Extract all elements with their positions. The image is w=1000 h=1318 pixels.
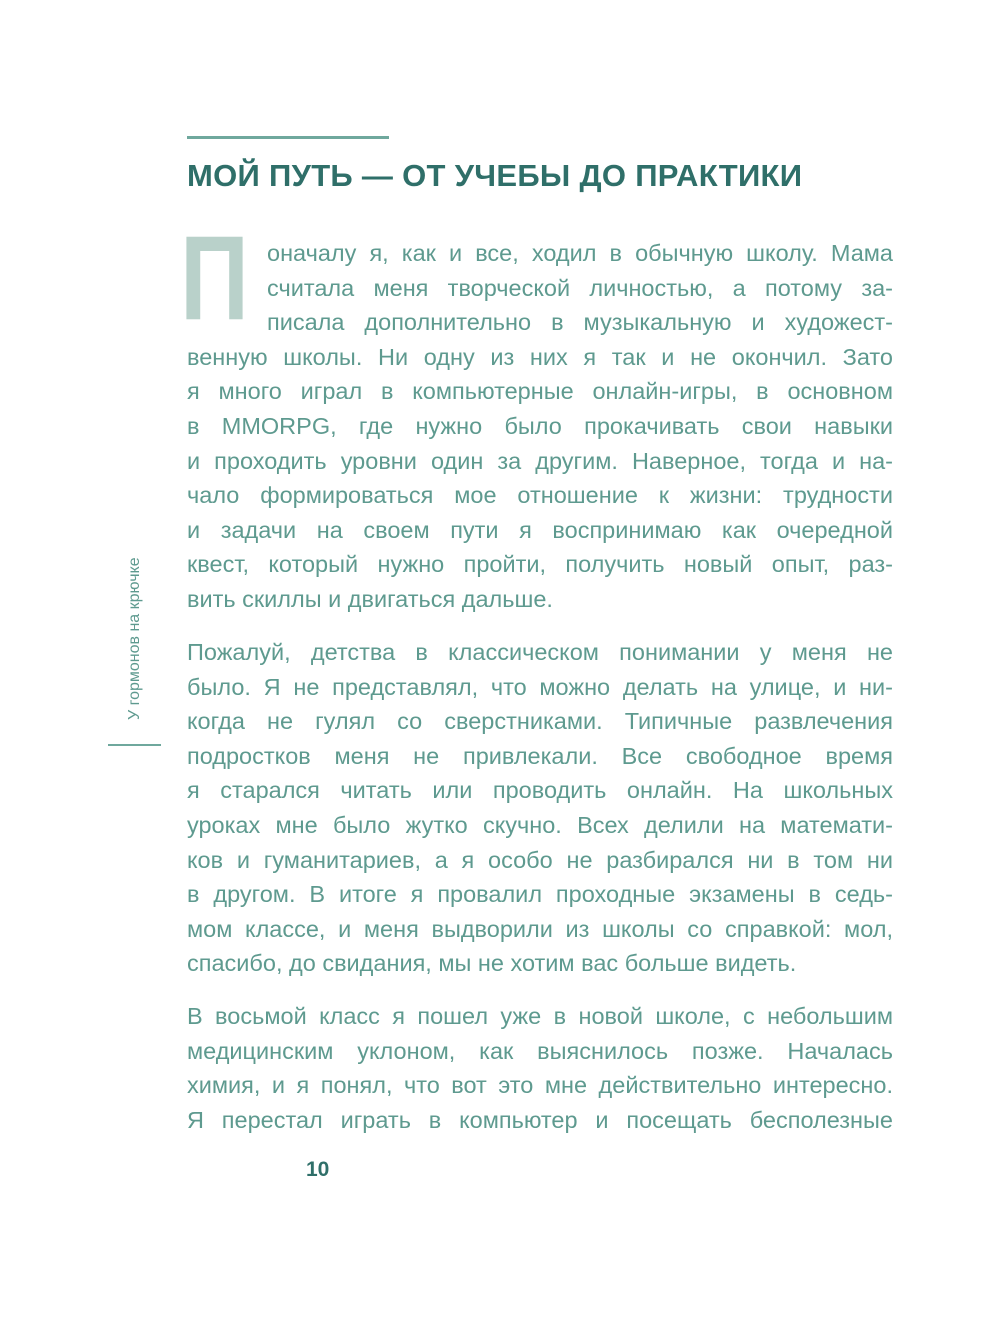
text-line: ков и гуманитариев, а я особо не разбирался ни в том ни <box>187 846 893 873</box>
running-head-rule <box>108 744 161 746</box>
running-head: У гормонов на крючке <box>126 557 143 720</box>
text-line: подростков меня не привлекали. Все свободное время <box>187 742 893 769</box>
text-line: спасибо, до свидания, мы не хотим вас больше видеть. <box>187 950 797 977</box>
text-line: медицинским уклоном, как выяснилось позже. Началась <box>187 1037 893 1064</box>
text-line: было. Я не представлял, что можно делать на улице, и ни- <box>187 673 893 700</box>
page-number: 10 <box>306 1158 330 1181</box>
text-line: в другом. В итоге я провалил проходные экзамены в седь- <box>187 881 893 908</box>
text-line: химия, и я понял, что вот это мне действительно интересно. <box>187 1072 893 1099</box>
text-line: чало формироваться мое отношение к жизни: трудности <box>187 482 893 509</box>
title-rule <box>187 136 389 139</box>
text-line: Я перестал играть в компьютер и посещать бесполезные <box>187 1106 893 1133</box>
text-line: В восьмой класс я пошел уже в новой школе, с небольшим <box>187 1003 893 1029</box>
text-line: мом классе, и меня выдворили из школы со справкой: мол, <box>187 915 893 942</box>
text-line: считала меня творческой личностью, а потому за- <box>267 274 893 301</box>
text-line: я старался читать или проводить онлайн. На школьных <box>187 777 893 804</box>
text-line: уроках мне было жутко скучно. Всех делили на математи- <box>187 812 893 838</box>
text-line: я много играл в компьютерные онлайн-игры, в основном <box>187 378 893 405</box>
text-line: венную школы. Ни одну из них я так и не окончил. Зато <box>187 343 893 370</box>
chapter-title: МОЙ ПУТЬ — ОТ УЧЕБЫ ДО ПРАКТИКИ <box>187 158 803 193</box>
text-line: и проходить уровни один за другим. Наверное, тогда и на- <box>187 447 893 474</box>
text-line: квест, который нужно пройти, получить новый опыт, раз- <box>187 551 893 578</box>
text-line: писала дополнительно в музыкальную и художест- <box>267 309 893 336</box>
text-line: Пожалуй, детства в классическом понимании у меня не <box>187 639 893 665</box>
text-line: оначалу я, как и все, ходил в обычную школу. Мама <box>267 240 893 266</box>
text-line: когда не гулял со сверстниками. Типичные развлечения <box>187 708 893 735</box>
text-line: вить скиллы и двигаться дальше. <box>187 586 553 612</box>
text-line: в MMORPG, где нужно было прокачивать свои навыки <box>187 413 893 439</box>
drop-cap: П <box>180 211 249 345</box>
text-line: и задачи на своем пути я воспринимаю как очередной <box>187 516 893 543</box>
